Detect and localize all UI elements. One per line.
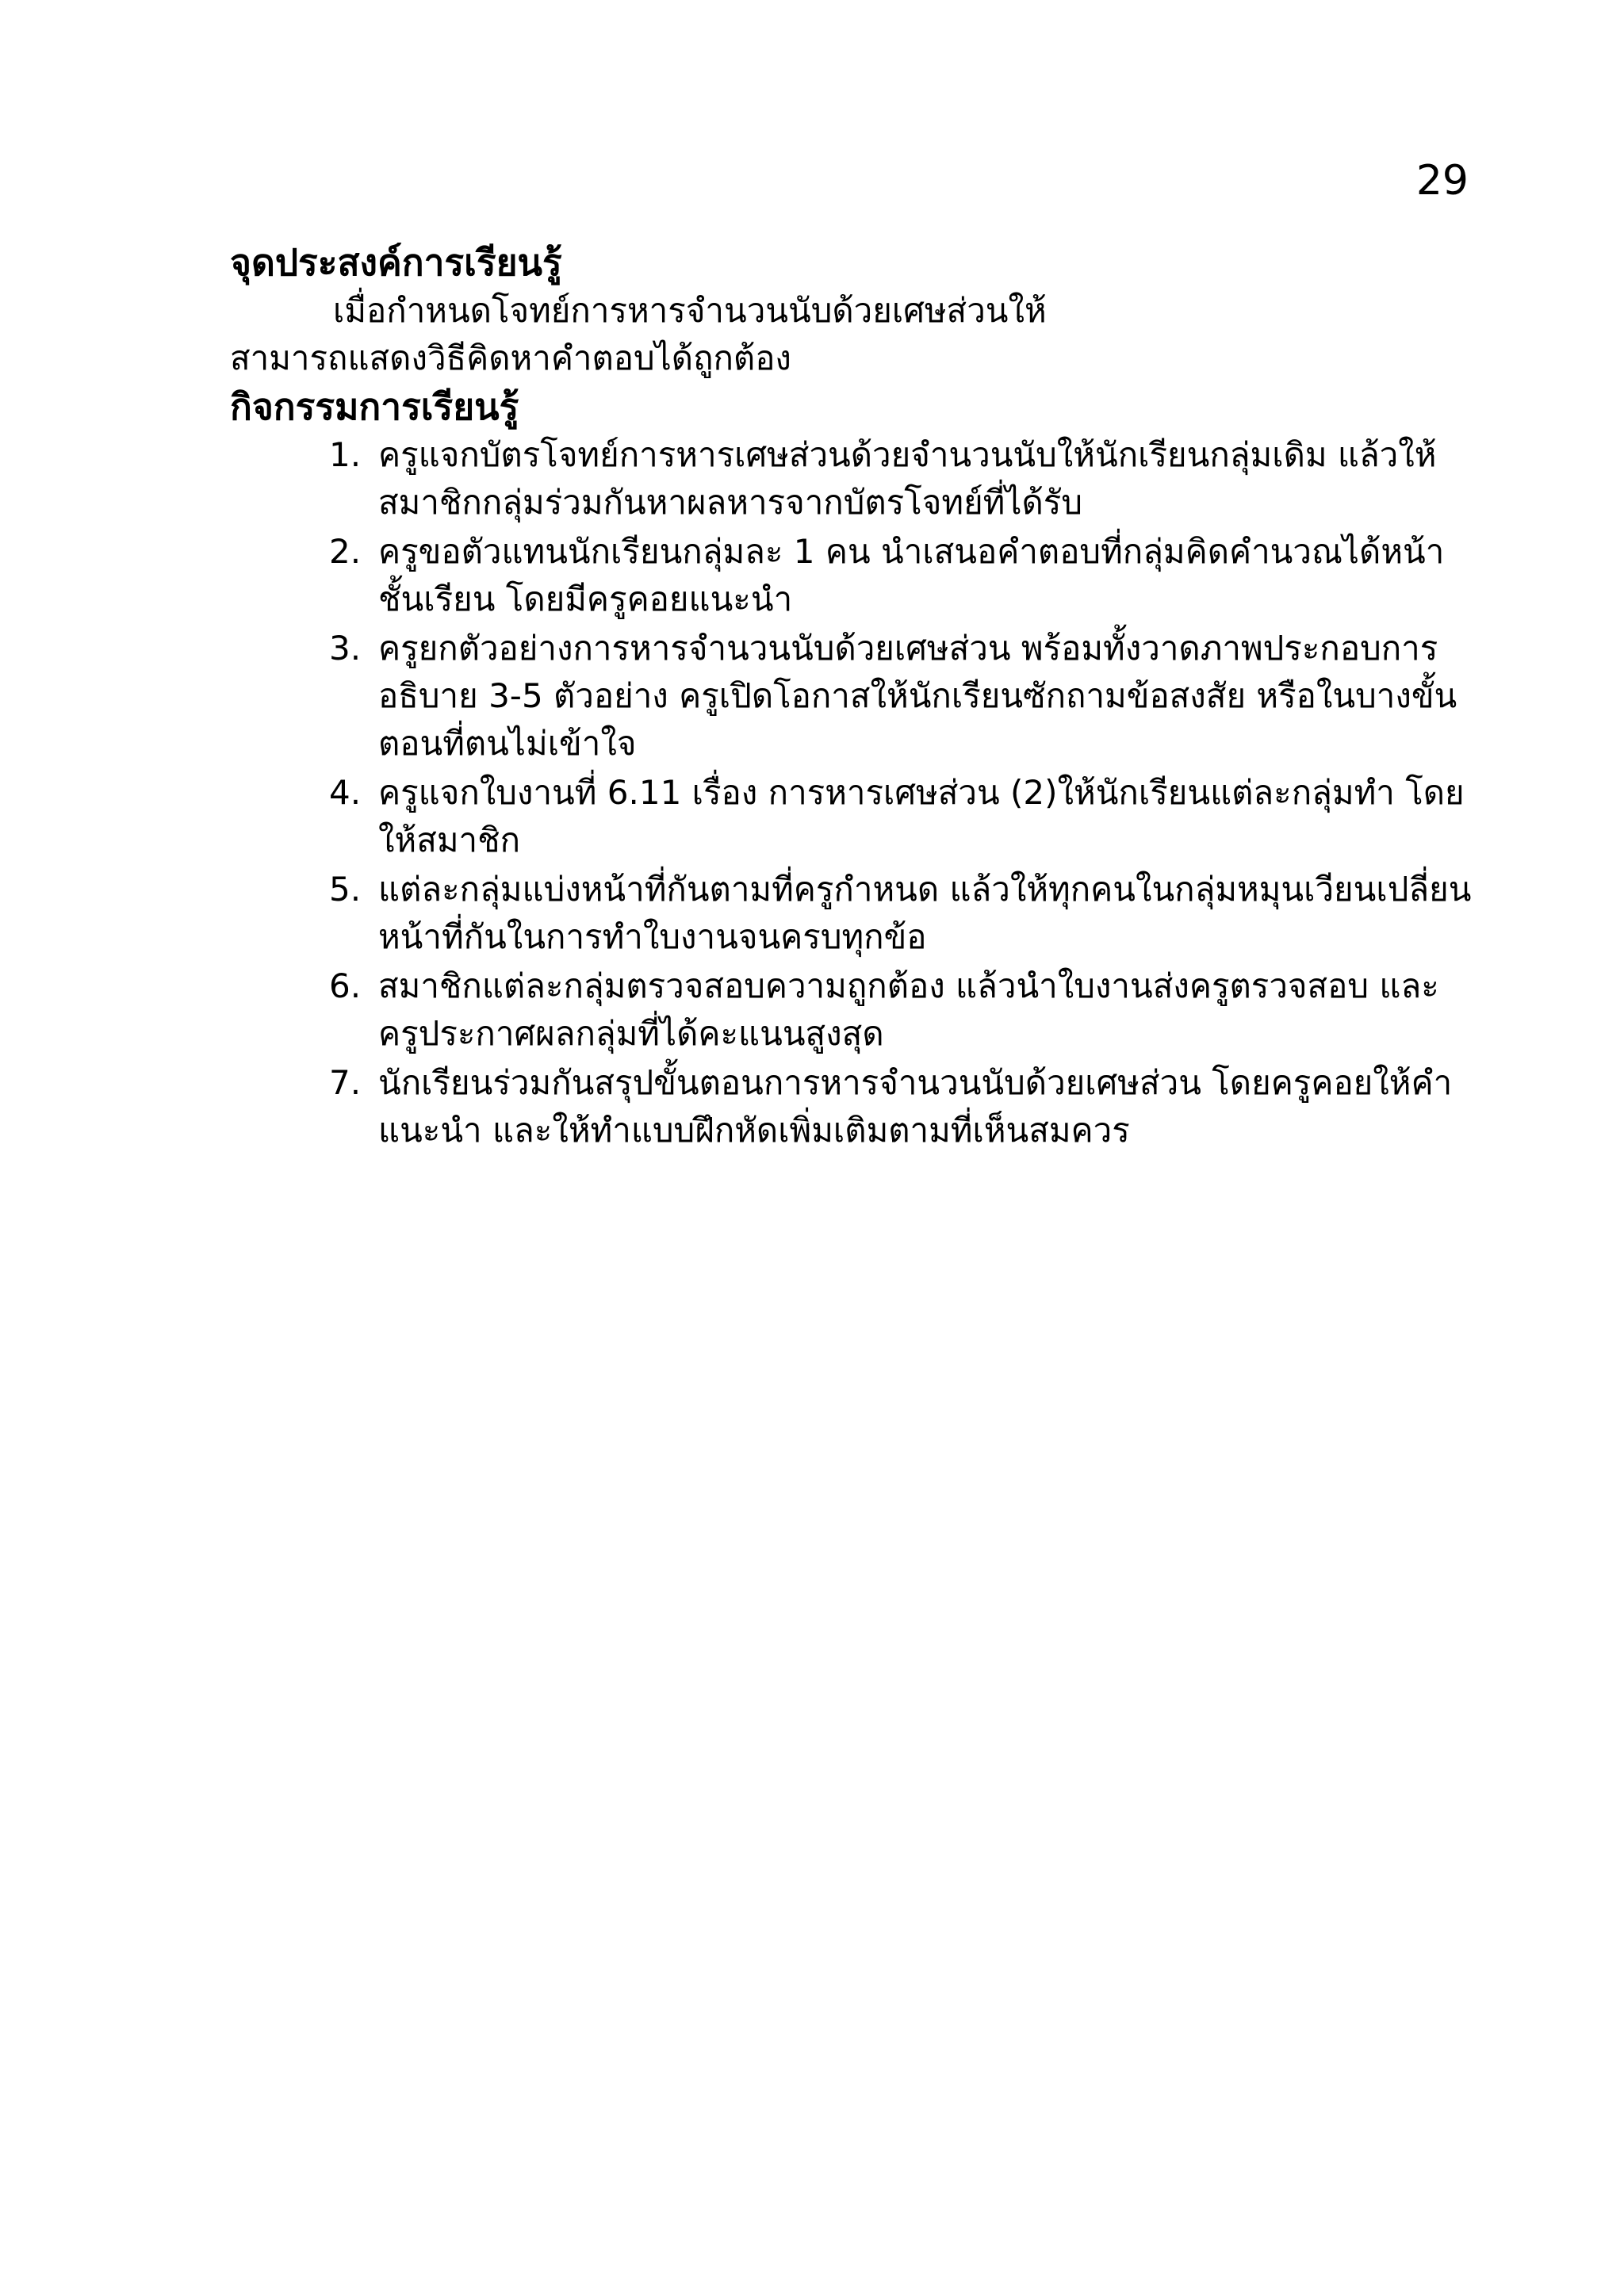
activity-text: นักเรียนร่วมกันสรุปขั้นตอนการหารจำนวนนับด้วยเศษส่วน โดยครูคอยให้คำแนะนำ และให้ทำแบบฝึกหัดเพิ่มเติมตามที่เห็นสมควร	[378, 1063, 1453, 1150]
document-body	[230, 238, 1475, 1156]
activity-number: 6.	[329, 966, 362, 1005]
objectives-line-1: เมื่อกำหนดโจทย์การหารจำนวนนับด้วยเศษส่วนให้	[333, 291, 1047, 330]
activity-item-4	[329, 769, 1475, 864]
activities-heading: กิจกรรมการเรียนรู้	[230, 385, 519, 428]
activities-section	[230, 382, 1475, 1154]
page-number: 29	[1415, 157, 1469, 205]
activity-number: 4.	[329, 773, 362, 812]
activity-text: สมาชิกแต่ละกลุ่มตรวจสอบความถูกต้อง แล้วนำใบงานส่งครูตรวจสอบ และครูประกาศผลกลุ่มที่ได้คะแนนสูงสุด	[378, 966, 1439, 1053]
activity-item-2	[329, 528, 1475, 623]
activity-text: ครูขอตัวแทนนักเรียนกลุ่มละ 1 คน นำเสนอคำตอบที่กลุ่มคิดคำนวณได้หน้าชั้นเรียน โดยมีครูคอยแนะนำ	[378, 532, 1445, 618]
objectives-line-2: สามารถแสดงวิธีคิดหาคำตอบได้ถูกต้อง	[230, 339, 791, 377]
activity-text: ครูแจกใบงานที่ 6.11 เรื่อง การหารเศษส่วน (2)ให้นักเรียนแต่ละกลุ่มทำ โดยให้สมาชิก	[378, 773, 1465, 859]
activity-text: ครูยกตัวอย่างการหารจำนวนนับด้วยเศษส่วน พร้อมทั้งวาดภาพประกอบการอธิบาย 3-5 ตัวอย่าง ครูเปิดโอกาสให้นักเรียนซักถามข้อสงสัย หรือในบางขั้นตอนที่ตนไม่เข้าใจ	[378, 629, 1457, 763]
activity-item-7	[329, 1059, 1475, 1154]
activity-number: 1.	[329, 435, 362, 474]
activity-number: 5.	[329, 870, 362, 909]
activity-item-6	[329, 962, 1475, 1058]
activity-number: 7.	[329, 1063, 362, 1102]
activity-item-3	[329, 625, 1475, 767]
activity-number: 2.	[329, 532, 362, 571]
objectives-section	[230, 238, 1475, 382]
activity-text: ครูแจกบัตรโจทย์การหารเศษส่วนด้วยจำนวนนับให้นักเรียนกลุ่มเดิม แล้วให้สมาชิกกลุ่มร่วมกันหาผลหารจากบัตรโจทย์ที่ได้รับ	[378, 435, 1437, 522]
activity-item-5	[329, 866, 1475, 961]
objectives-heading: จุดประสงค์การเรียนรู้	[230, 241, 562, 284]
activities-list	[230, 431, 1475, 1154]
activity-text: แต่ละกลุ่มแบ่งหน้าที่กันตามที่ครูกำหนด แล้วให้ทุกคนในกลุ่มหมุนเวียนเปลี่ยนหน้าที่กันในการทำใบงานจนครบทุกข้อ	[378, 870, 1472, 956]
activity-item-1	[329, 431, 1475, 526]
activity-number: 3.	[329, 629, 362, 668]
